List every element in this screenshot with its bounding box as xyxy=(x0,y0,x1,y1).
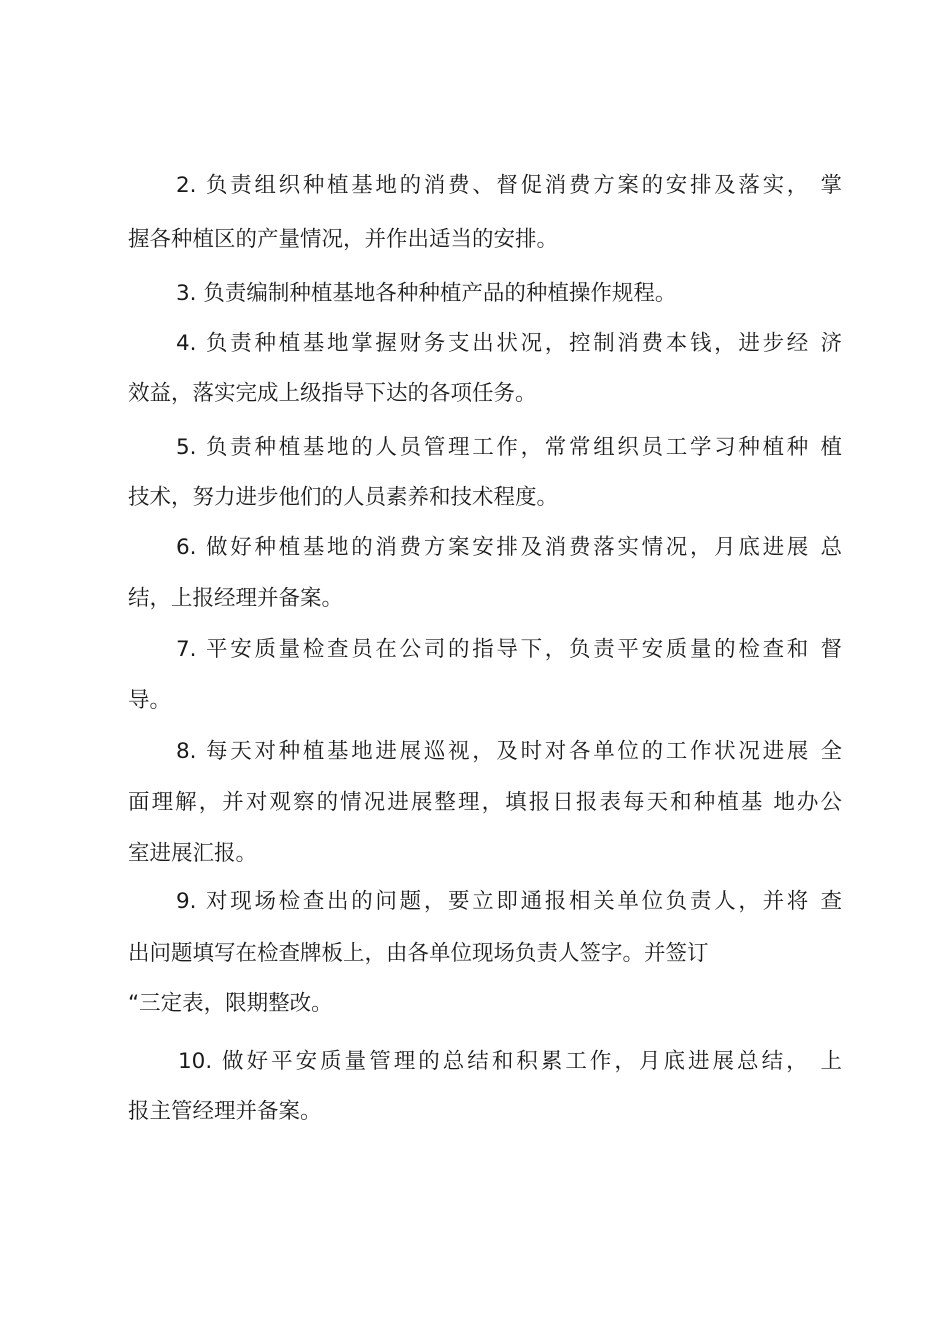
paragraph-8-line-1: 8. 每天对种植基地进展巡视，及时对各单位的工作状况进展 全 xyxy=(176,739,842,764)
paragraph-5-line-1: 5. 负责种植基地的人员管理工作，常常组织员工学习种植种 植 xyxy=(176,435,842,460)
paragraph-9-line-3: “三定表，限期整改。 xyxy=(128,991,333,1016)
paragraph-9-line-1: 9. 对现场检查出的问题，要立即通报相关单位负责人，并将 查 xyxy=(176,889,842,914)
paragraph-4-line-2: 效益，落实完成上级指导下达的各项任务。 xyxy=(128,381,537,406)
paragraph-8-line-3: 室进展汇报。 xyxy=(128,841,258,866)
paragraph-7-line-1: 7. 平安质量检查员在公司的指导下，负责平安质量的检查和 督 xyxy=(176,637,842,662)
paragraph-6-line-1: 6. 做好种植基地的消费方案安排及消费落实情况，月底进展 总 xyxy=(176,535,842,560)
paragraph-8-line-2: 面理解，并对观察的情况进展整理，填报日报表每天和种植基 地办公 xyxy=(128,790,842,815)
paragraph-4-line-1: 4. 负责种植基地掌握财务支出状况，控制消费本钱，进步经 济 xyxy=(176,331,842,356)
paragraph-10-line-1: 10. 做好平安质量管理的总结和积累工作，月底进展总结， 上 xyxy=(178,1049,842,1074)
paragraph-9-line-2: 出问题填写在检查牌板上，由各单位现场负责人签字。并签订 xyxy=(128,941,709,966)
paragraph-3-line-1: 3. 负责编制种植基地各种种植产品的种植操作规程。 xyxy=(176,281,677,306)
paragraph-6-line-2: 结，上报经理并备案。 xyxy=(128,586,344,611)
paragraph-5-line-2: 技术，努力进步他们的人员素养和技术程度。 xyxy=(128,485,559,510)
paragraph-2-line-1: 2. 负责组织种植基地的消费、督促消费方案的安排及落实， 掌 xyxy=(176,173,842,198)
paragraph-2-line-2: 握各种植区的产量情况，并作出适当的安排。 xyxy=(128,227,559,252)
paragraph-10-line-2: 报主管经理并备案。 xyxy=(128,1099,322,1124)
paragraph-7-line-2: 导。 xyxy=(128,688,172,713)
